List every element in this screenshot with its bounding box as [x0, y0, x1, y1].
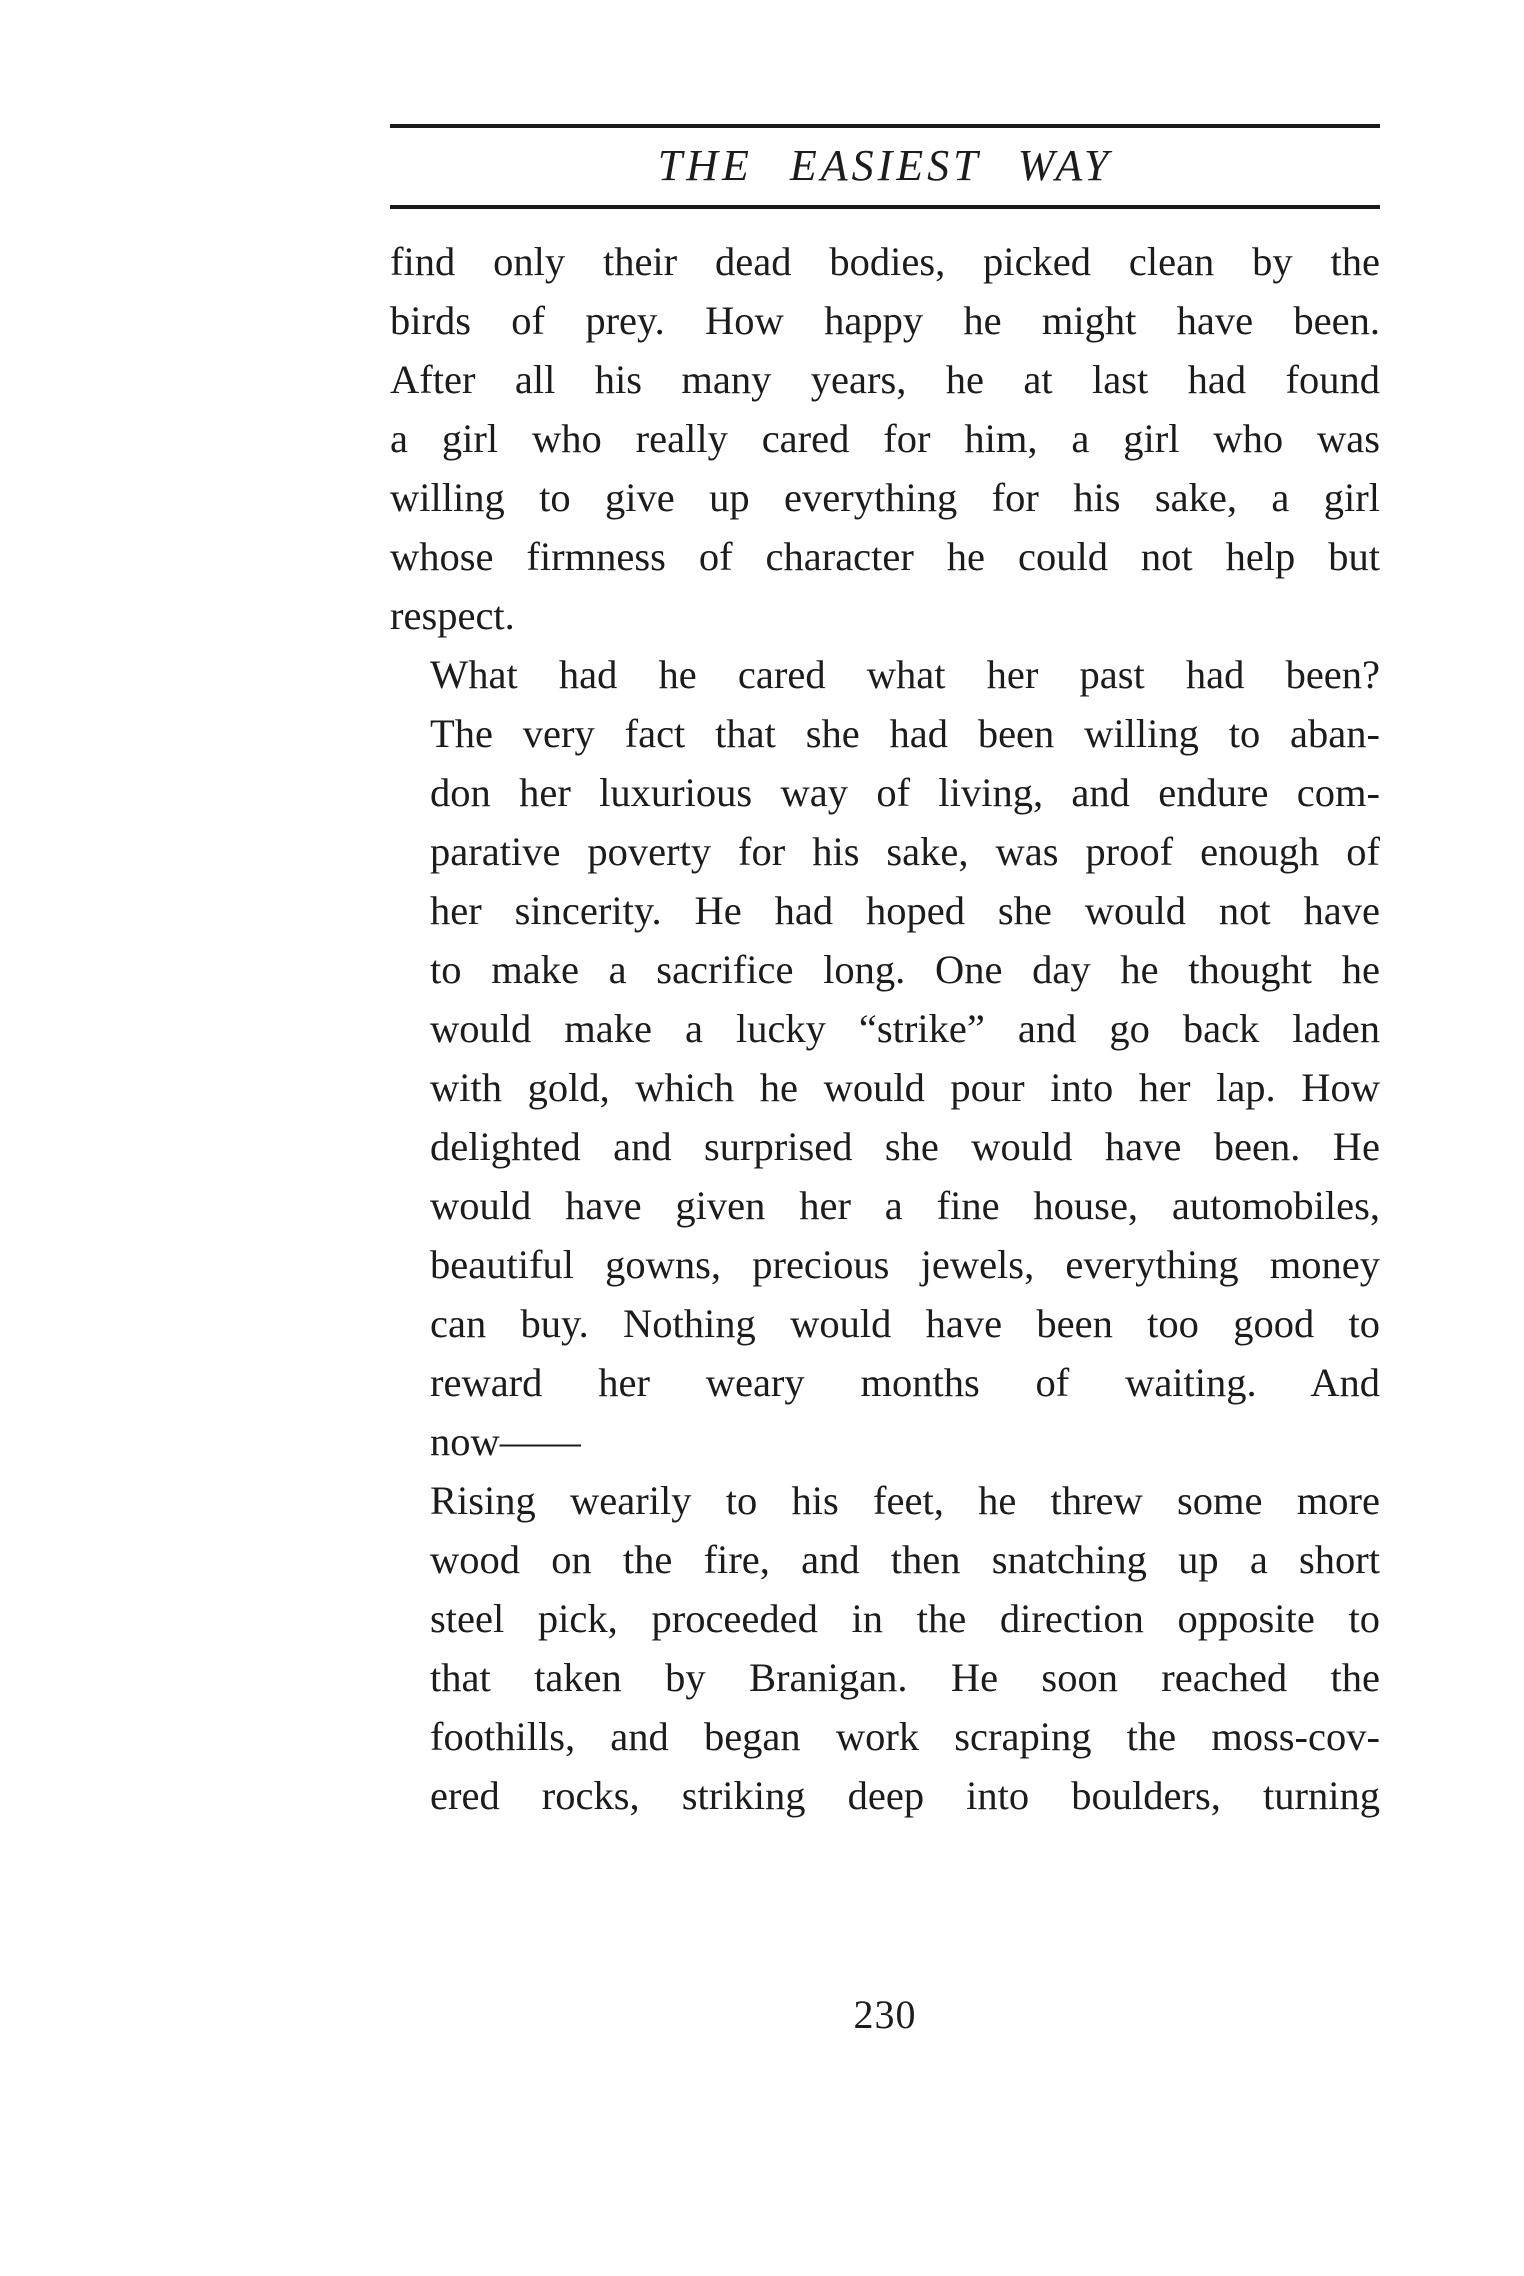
- text-line: After all his many years, he at last had found: [390, 357, 1380, 402]
- text-line: can buy. Nothing would have been too good to: [430, 1301, 1380, 1346]
- header-rule-bottom: [390, 205, 1380, 209]
- text-line: The very fact that she had been willing to aban-: [430, 711, 1380, 756]
- text-line: whose firmness of character he could not help but: [390, 534, 1380, 579]
- paragraph-3: [390, 1471, 1380, 1825]
- text-line: find only their dead bodies, picked clean by the: [390, 239, 1380, 284]
- text-line: wood on the fire, and then snatching up a short: [430, 1537, 1380, 1582]
- text-line: reward her weary months of waiting. And: [430, 1360, 1380, 1405]
- text-line: parative poverty for his sake, was proof enough of: [430, 829, 1380, 874]
- text-line: a girl who really cared for him, a girl who was: [390, 416, 1380, 461]
- body-text: [390, 232, 1380, 1825]
- paragraph-1: [390, 232, 1380, 645]
- text-line: Rising wearily to his feet, he threw some more: [430, 1478, 1380, 1523]
- text-line: her sincerity. He had hoped she would not have: [430, 888, 1380, 933]
- text-line: beautiful gowns, precious jewels, everything money: [430, 1242, 1380, 1287]
- text-line: would have given her a fine house, automobiles,: [430, 1183, 1380, 1228]
- text-line: would make a lucky “strike” and go back laden: [430, 1006, 1380, 1051]
- text-line: ered rocks, striking deep into boulders, turning: [430, 1773, 1380, 1818]
- header-rule-top: [390, 124, 1380, 128]
- text-line: delighted and surprised she would have been. He: [430, 1124, 1380, 1169]
- text-line: to make a sacrifice long. One day he thought he: [430, 947, 1380, 992]
- text-line: that taken by Branigan. He soon reached the: [430, 1655, 1380, 1700]
- text-line: birds of prey. How happy he might have been.: [390, 298, 1380, 343]
- page-number: 230: [853, 1992, 917, 2037]
- text-line: respect.: [390, 593, 515, 638]
- text-line: What had he cared what her past had been?: [430, 652, 1380, 697]
- text-line: don her luxurious way of living, and endure com-: [430, 770, 1380, 815]
- paragraph-2: [390, 645, 1380, 1471]
- running-head: THE EASIEST WAY: [657, 141, 1113, 190]
- text-line: now——: [430, 1419, 581, 1464]
- text-line: foothills, and began work scraping the moss-cov-: [430, 1714, 1380, 1759]
- text-line: with gold, which he would pour into her lap. How: [430, 1065, 1380, 1110]
- text-line: willing to give up everything for his sake, a girl: [390, 475, 1380, 520]
- text-line: steel pick, proceeded in the direction opposite to: [430, 1596, 1380, 1641]
